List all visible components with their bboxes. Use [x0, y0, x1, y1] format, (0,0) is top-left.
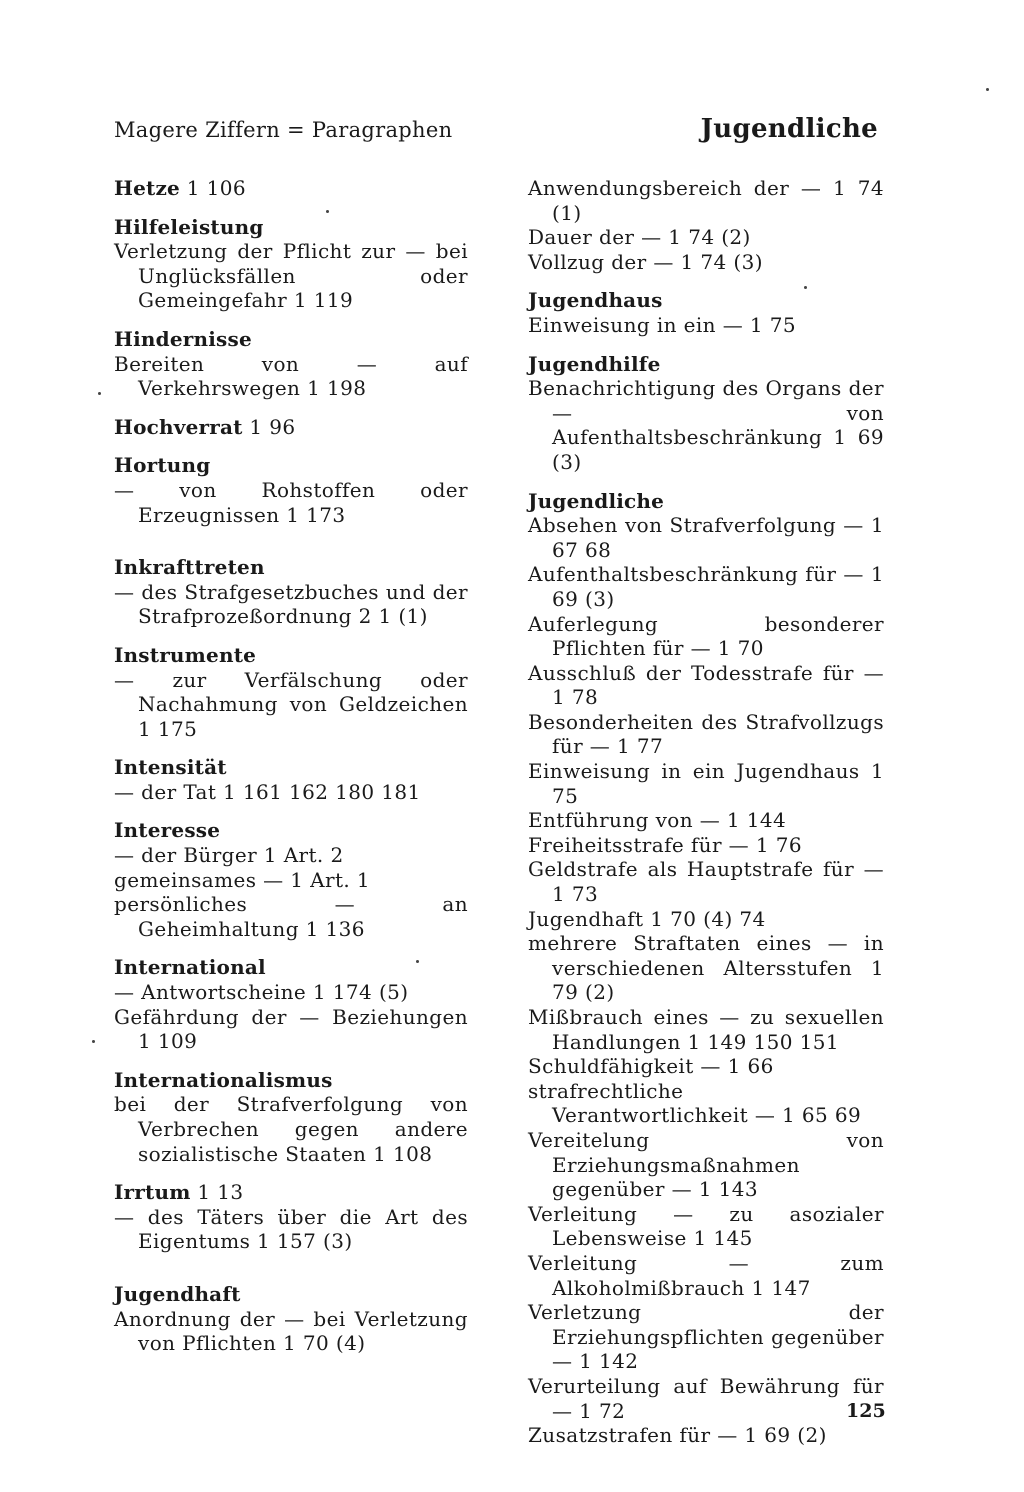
index-reference: 1 106 — [186, 176, 246, 200]
index-keyword: Hilfeleistung — [114, 214, 264, 239]
index-entry-heading — [114, 453, 468, 478]
index-keyword: Hochverrat — [114, 414, 243, 439]
index-keyword: Hindernisse — [114, 326, 252, 351]
index-keyword: Hetze — [114, 176, 180, 200]
index-subentry: Anordnung der — bei Verletzung von Pflichten 1 70 (4) — [114, 1306, 468, 1356]
index-subentry: Freiheitsstrafe für — 1 76 — [528, 832, 802, 857]
index-keyword: Intensität — [114, 755, 227, 780]
index-entry — [528, 352, 884, 475]
index-subentry: Auferlegung besonderer Pflichten für — 1 70 — [528, 611, 884, 661]
index-subentry: Einweisung in ein Jugendhaus 1 75 — [528, 759, 884, 808]
index-column-left — [114, 176, 468, 1370]
index-entry — [114, 327, 468, 401]
index-entry-heading — [114, 755, 468, 780]
index-entry — [114, 1068, 468, 1166]
index-entry-heading — [114, 176, 468, 201]
index-keyword: Irrtum — [114, 1180, 191, 1205]
index-column-right — [528, 176, 884, 1462]
index-subentry: — des Strafgesetzbuches und der Strafprozeßordnung 2 1 (1) — [114, 579, 468, 629]
print-speck — [98, 392, 101, 395]
index-entry-heading — [114, 643, 468, 668]
index-subentry: Vollzug der — 1 74 (3) — [528, 249, 763, 274]
index-entry-heading — [114, 327, 468, 352]
index-subentry: Verurteilung auf Bewährung für — 1 72 — [528, 1373, 884, 1423]
index-subentry: Einweisung in ein — 1 75 — [528, 312, 797, 337]
index-keyword: Jugendhaft — [114, 1281, 241, 1306]
index-subentry: Bereiten von — auf Verkehrswegen 1 198 — [114, 351, 468, 401]
page-number: 125 — [846, 1400, 886, 1422]
index-entry — [114, 176, 468, 201]
index-subentry: — der Tat 1 161 162 180 181 — [114, 779, 421, 804]
index-subentry: — des Täters über die Art des Eigentums 1 157 (3) — [114, 1204, 468, 1254]
index-subentry: Benachrichtigung des Organs der — von Aufenthaltsbeschränkung 1 69 (3) — [528, 376, 884, 474]
index-subentry: Dauer der — 1 74 (2) — [528, 225, 751, 250]
index-entry — [528, 489, 884, 1448]
index-subentry: Geldstrafe als Hauptstrafe für — 1 73 — [528, 857, 884, 907]
index-keyword: Interesse — [114, 818, 221, 843]
index-entry-heading — [114, 1282, 468, 1307]
index-subentry: Aufenthaltsbeschränkung für — 1 69 (3) — [528, 562, 884, 611]
index-subentry: Vereitelung von Erziehungsmaßnahmen gegenüber — 1 143 — [528, 1127, 884, 1202]
index-keyword: Hortung — [114, 453, 211, 478]
index-subentry: Gefährdung der — Beziehungen 1 109 — [114, 1004, 468, 1054]
index-subentry: Besonderheiten des Strafvollzugs für — 1 77 — [528, 709, 884, 759]
index-keyword: Internationalismus — [114, 1067, 333, 1092]
index-entry-heading — [528, 352, 884, 377]
running-header-right: Jugendliche — [700, 114, 878, 144]
index-entry — [528, 176, 884, 274]
index-entry — [114, 755, 468, 804]
index-subentry: Verleitung — zu asozialer Lebensweise 1 145 — [528, 1201, 884, 1251]
index-subentry: — Antwortscheine 1 174 (5) — [114, 980, 409, 1005]
index-entry-heading — [114, 1068, 468, 1093]
index-entry — [114, 1180, 468, 1254]
index-subentry: — zur Verfälschung oder Nachahmung von Geldzeichen 1 175 — [114, 667, 468, 741]
index-subentry: strafrechtliche Verantwortlichkeit — 1 65 69 — [528, 1078, 862, 1128]
index-subentry: Absehen von Strafverfolgung — 1 67 68 — [528, 513, 884, 562]
index-keyword: Inkrafttreten — [114, 555, 265, 580]
index-subentry: Verletzung der Erziehungspflichten gegenüber — 1 142 — [528, 1300, 884, 1374]
index-subentry: Zusatzstrafen für — 1 69 (2) — [528, 1423, 827, 1448]
print-speck — [416, 960, 419, 963]
index-subentry: persönliches — an Geheimhaltung 1 136 — [114, 892, 468, 941]
index-subentry: — der Bürger 1 Art. 2 — [114, 843, 344, 868]
index-subentry: Jugendhaft 1 70 (4) 74 — [528, 906, 766, 931]
index-entry-heading — [528, 288, 884, 313]
index-entry-heading — [114, 818, 468, 843]
index-subentry: Entführung von — 1 144 — [528, 808, 787, 833]
index-subentry: Ausschluß der Todesstrafe für — 1 78 — [528, 660, 884, 710]
print-speck — [92, 1040, 95, 1043]
print-speck — [986, 88, 989, 91]
index-subentry: mehrere Straftaten eines — in verschiedenen Altersstufen 1 79 (2) — [528, 931, 884, 1005]
index-entry — [114, 643, 468, 741]
index-entry-heading — [114, 215, 468, 240]
index-keyword: Jugendhilfe — [528, 351, 661, 376]
index-entry — [528, 288, 884, 337]
index-entry — [114, 215, 468, 313]
index-entry — [114, 1282, 468, 1356]
index-keyword: International — [114, 955, 266, 980]
index-entry-heading — [114, 1180, 468, 1205]
index-subentry: — von Rohstoffen oder Erzeugnissen 1 173 — [114, 477, 468, 527]
index-entry — [114, 955, 468, 1053]
index-entry — [114, 818, 468, 941]
index-entry-heading — [114, 955, 468, 980]
index-entry-heading — [114, 415, 468, 440]
index-subentry: Verleitung — zum Alkoholmißbrauch 1 147 — [528, 1250, 884, 1300]
print-speck — [804, 286, 807, 289]
index-keyword: Instrumente — [114, 642, 257, 667]
index-entry-heading — [528, 489, 884, 514]
index-subentry: Verletzung der Pflicht zur — bei Unglücksfällen oder Gemeingefahr 1 119 — [114, 239, 468, 313]
index-entry-heading — [114, 555, 468, 580]
index-reference: 1 13 — [197, 1180, 244, 1205]
index-subentry: gemeinsames — 1 Art. 1 — [114, 867, 371, 892]
index-keyword: Jugendhaus — [528, 288, 663, 313]
index-subentry: Schuldfähigkeit — 1 66 — [528, 1054, 774, 1079]
index-entry — [114, 555, 468, 629]
print-speck — [326, 210, 329, 213]
index-subentry: Anwendungsbereich der — 1 74 (1) — [528, 176, 884, 225]
index-keyword: Jugendliche — [528, 488, 665, 513]
running-header-left: Magere Ziffern = Paragraphen — [114, 118, 453, 142]
index-subentry: bei der Strafverfolgung von Verbrechen gegen andere sozialistische Staaten 1 108 — [114, 1092, 468, 1166]
index-subentry: Mißbrauch eines — zu sexuellen Handlungen 1 149 150 151 — [528, 1005, 884, 1054]
index-reference: 1 96 — [249, 414, 296, 439]
index-entry — [114, 453, 468, 527]
index-entry — [114, 415, 468, 440]
